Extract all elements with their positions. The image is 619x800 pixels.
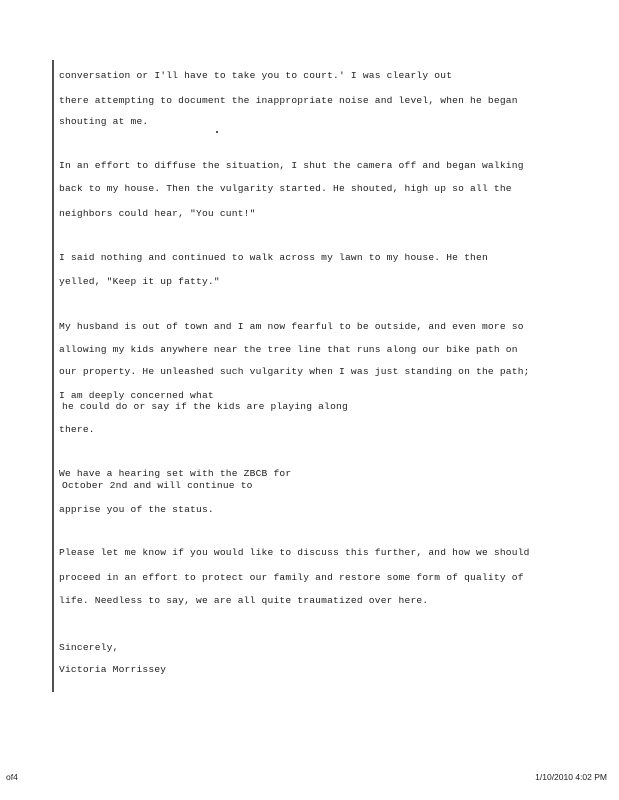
left-margin-rule — [52, 60, 54, 692]
letter-line: conversation or I'll have to take you to court.' I was clearly out — [59, 70, 453, 81]
letter-line: We have a hearing set with the ZBCB for — [59, 468, 292, 479]
letter-line: October 2nd and will continue to — [62, 480, 253, 491]
signature-name: Victoria Morrissey — [59, 664, 167, 675]
letter-line: our property. He unleashed such vulgarity when I was just standing on the path; — [59, 366, 530, 377]
letter-line: neighbors could hear, "You cunt!" — [59, 208, 256, 219]
letter-line: allowing my kids anywhere near the tree line that runs along our bike path on — [59, 344, 518, 355]
letter-line: I said nothing and continued to walk across my lawn to my house. He then — [59, 252, 488, 263]
letter-line: My husband is out of town and I am now fearful to be outside, and even more so — [59, 321, 524, 332]
letter-line: apprise you of the status. — [59, 504, 214, 515]
letter-line: yelled, "Keep it up fatty." — [59, 276, 220, 287]
letter-line: In an effort to diffuse the situation, I shut the camera off and began walking — [59, 160, 524, 171]
letter-line: there. — [59, 424, 95, 435]
letter-line: proceed in an effort to protect our family and restore some form of quality of — [59, 572, 524, 583]
letter-line: there attempting to document the inappropriate noise and level, when he began — [59, 95, 518, 106]
scan-speck — [216, 131, 218, 133]
letter-line: back to my house. Then the vulgarity started. He shouted, high up so all the — [59, 183, 512, 194]
print-timestamp: 1/10/2010 4:02 PM — [535, 772, 607, 782]
page-count: of4 — [6, 772, 18, 782]
letter-line: shouting at me. — [59, 116, 149, 127]
letter-line: I am deeply concerned what — [59, 390, 214, 401]
closing-line: Sincerely, — [59, 642, 119, 653]
letter-line: he could do or say if the kids are playing along — [62, 401, 348, 412]
letter-line: Please let me know if you would like to discuss this further, and how we should — [59, 547, 530, 558]
letter-line: life. Needless to say, we are all quite traumatized over here. — [59, 595, 429, 606]
